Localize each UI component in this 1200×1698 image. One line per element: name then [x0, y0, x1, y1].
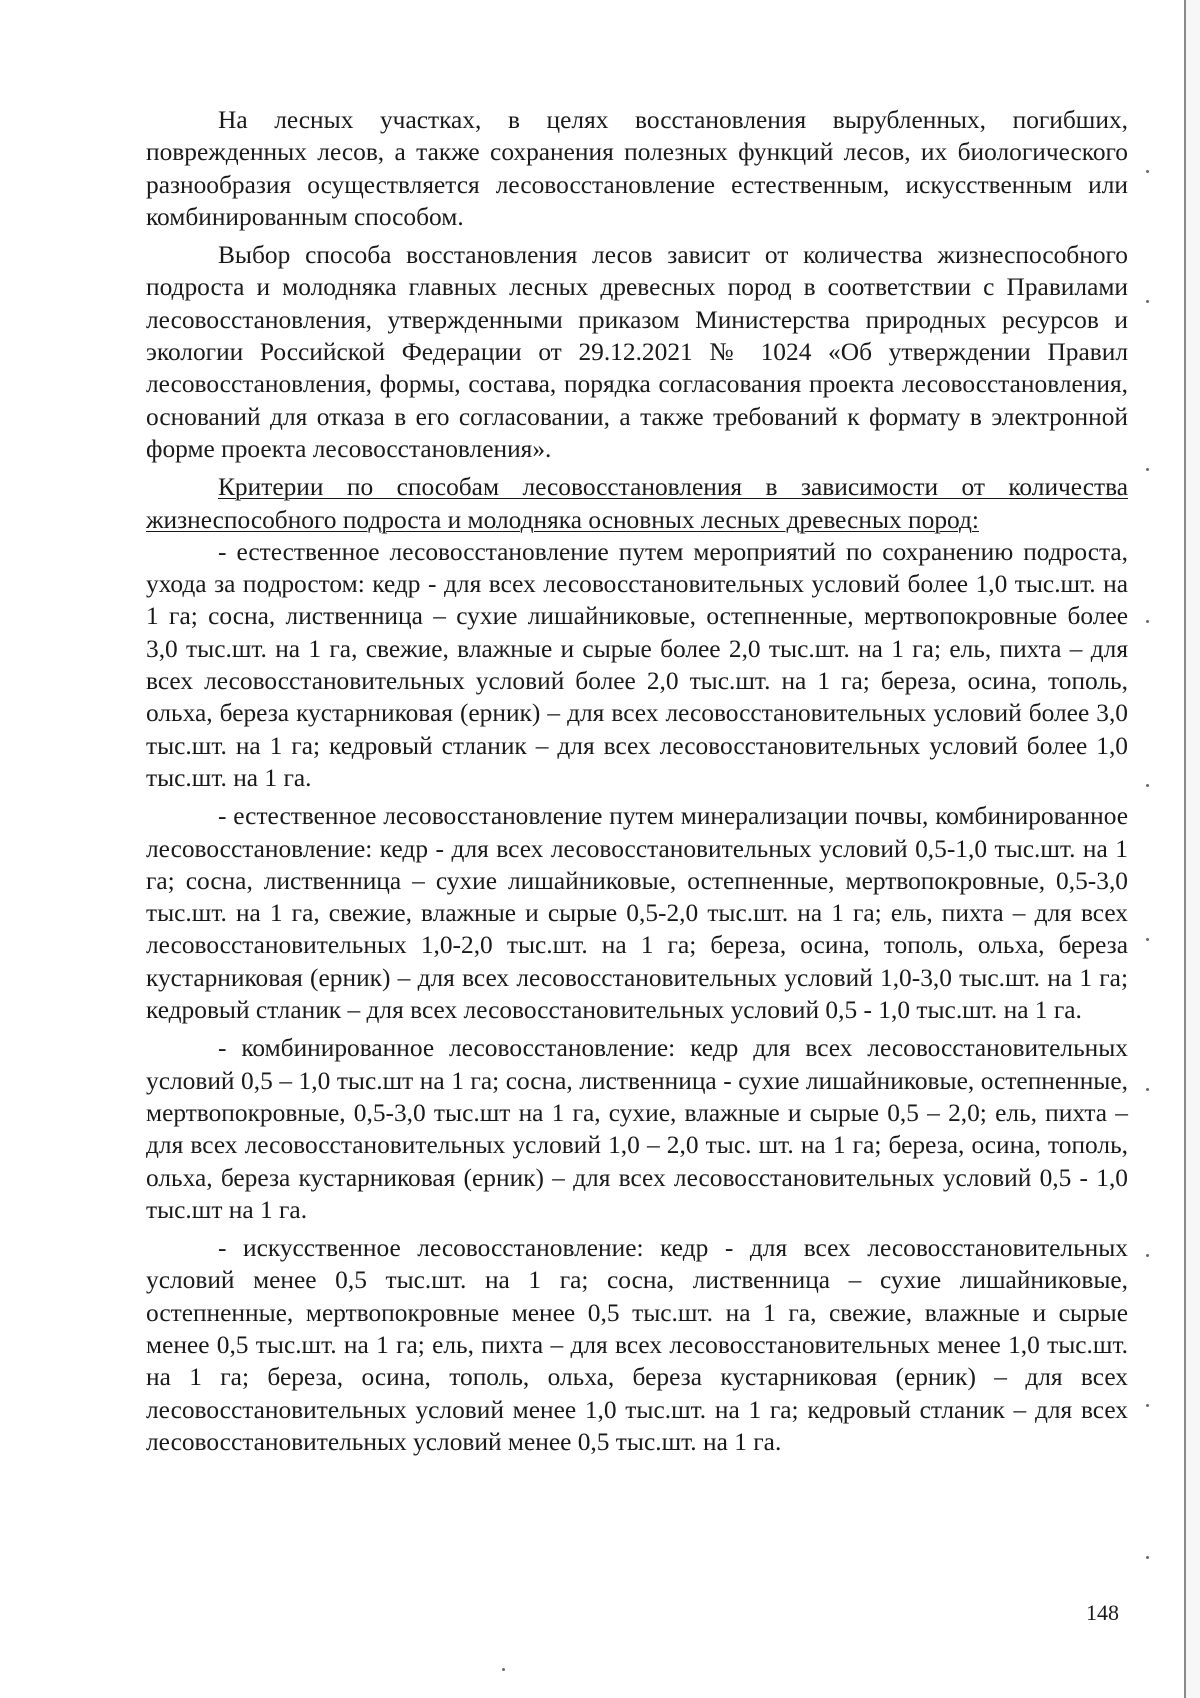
scan-speck	[1146, 784, 1149, 787]
scan-speck	[1146, 620, 1149, 623]
scan-speck	[1146, 938, 1149, 941]
scan-speck	[502, 1668, 505, 1671]
page-number: 148	[1086, 1600, 1119, 1625]
scan-margin	[1186, 0, 1200, 1698]
page-edge-line	[1184, 0, 1186, 1698]
criteria-natural-preservation: - естественное лесовосстановление путем мероприятий по сохранению подроста, ухода за подростом: кедр - для всех лесовосстановительных условий более 1,0 тыс.шт. на 1 га; сосна, лиственница – сухие лишайниковые, остепненные, мертвопокровные более 3,0 тыс.шт. на 1 га, свежие, влажные и сырые более 2,0 тыс.шт. на 1 га; ель, пихта – для всех лесовосстановительных условий более 2,0 тыс.шт. на 1 га; береза, осина, тополь, ольха, береза кустарниковая (ерник) – для всех лесовосстановительных условий более 3,0 тыс.шт. на 1 га; кедровый стланик – для всех лесовосстановительных условий более 1,0 тыс.шт. на 1 га.	[146, 537, 1128, 792]
paragraph-method-choice: Выбор способа восстановления лесов зависит от количества жизнеспособного подроста и молодняка главных лесных древесных пород в соответствии с Правилами лесовосстановления, утвержденными приказом Министерства природных ресурсов и экологии Российской Федерации от 29.12.2021 № 1024 «Об утверждении Правил лесовосстановления, формы, состава, порядка согласования проекта лесовосстановления, оснований для отказа в его согласовании, а также требований к формату в электронной форме проекта лесовосстановления».	[146, 241, 1128, 463]
criteria-heading	[146, 471, 1128, 536]
scan-speck	[1146, 1254, 1149, 1257]
scan-speck	[1146, 300, 1149, 303]
scan-speck	[1146, 170, 1149, 173]
criteria-natural-mineralization: - естественное лесовосстановление путем минерализации почвы, комбинированное лесовосстановление: кедр - для всех лесовосстановительных условий 0,5-1,0 тыс.шт. на 1 га; сосна, лиственница – сухие лишайниковые, остепненные, мертвопокровные, 0,5-3,0 тыс.шт. на 1 га, свежие, влажные и сырые 0,5-2,0 тыс.шт. на 1 га; ель, пихта – для всех лесовосстановительных 1,0-2,0 тыс.шт. на 1 га; береза, осина, тополь, ольха, береза кустарниковая (ерник) – для всех лесовосстановительных условий 1,0-3,0 тыс.шт. на 1 га; кедровый стланик – для всех лесовосстановительных условий 0,5 - 1,0 тыс.шт. на 1 га.	[146, 802, 1128, 1025]
scan-speck	[1146, 1556, 1149, 1559]
paragraph-intro: На лесных участках, в целях восстановления вырубленных, погибших, поврежденных лесов, а также сохранения полезных функций лесов, их биологического разнообразия осуществляется лесовосстановление естественным, искусственным или комбинированным способом.	[146, 106, 1128, 231]
scan-speck	[1146, 1088, 1149, 1091]
criteria-artificial: - искусственное лесовосстановление: кедр - для всех лесовосстановительных условий менее 0,5 тыс.шт. на 1 га; сосна, лиственница – сухие лишайниковые, остепненные, мертвопокровные менее 0,5 тыс.шт. на 1 га, свежие, влажные и сырые менее 0,5 тыс.шт. на 1 га; ель, пихта – для всех лесовосстановительных менее 1,0 тыс.шт. на 1 га; береза, осина, тополь, ольха, береза кустарниковая (ерник) – для всех лесовосстановительных условий менее 1,0 тыс.шт. на 1 га; кедровый стланик – для всех лесовосстановительных условий менее 0,5 тыс.шт. на 1 га.	[146, 1234, 1128, 1456]
scan-speck	[1146, 1404, 1149, 1407]
criteria-combined: - комбинированное лесовосстановление: кедр для всех лесовосстановительных условий 0,5 – 1,0 тыс.шт на 1 га; сосна, лиственница - сухие лишайниковые, остепненные, мертвопокровные, 0,5-3,0 тыс.шт на 1 га, сухие, влажные и сырые 0,5 – 2,0; ель, пихта – для всех лесовосстановительных условий 1,0 – 2,0 тыс. шт. на 1 га; береза, осина, тополь, ольха, береза кустарниковая (ерник) – для всех лесовосстановительных условий 0,5 - 1,0 тыс.шт на 1 га.	[146, 1034, 1128, 1224]
document-body	[146, 104, 1128, 1458]
scan-speck	[1146, 468, 1149, 471]
criteria-heading-text: Критерии по способам лесовосстановления в зависимости от количества жизнеспособного подроста и молодняка основных лесных древесных пород:	[146, 473, 1128, 534]
